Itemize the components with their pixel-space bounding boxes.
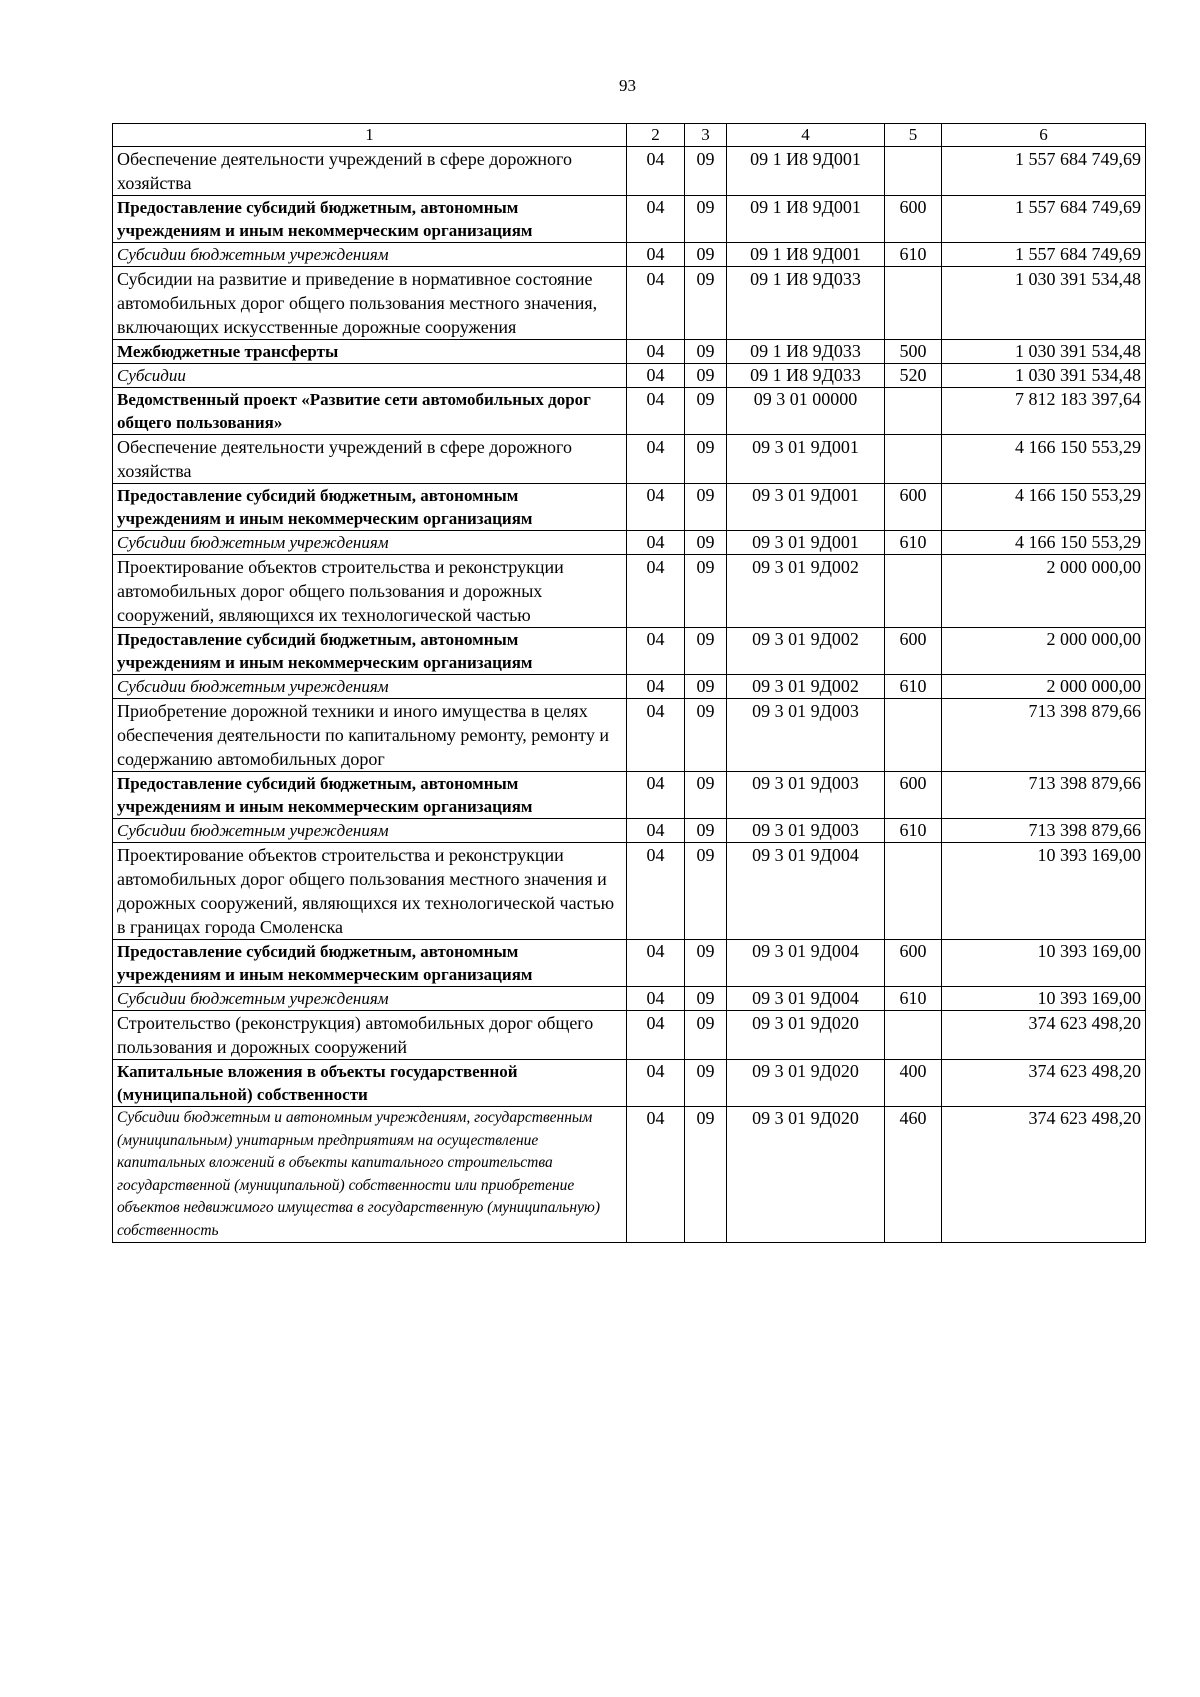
row-name: Предоставление субсидий бюджетным, автономным учреждениям и иным некоммерческим организациям [113,772,627,819]
row-amount: 1 557 684 749,69 [942,243,1146,267]
row-amount: 2 000 000,00 [942,628,1146,675]
row-section: 04 [627,1107,685,1243]
row-expense-type: 610 [885,675,942,699]
row-subsection: 09 [685,555,727,628]
row-name: Субсидии на развитие и приведение в нормативное состояние автомобильных дорог общего пользования местного значения, включающих искусственные дорожные сооружения [113,267,627,340]
row-section: 04 [627,196,685,243]
row-subsection: 09 [685,364,727,388]
row-subsection: 09 [685,940,727,987]
row-amount: 4 166 150 553,29 [942,435,1146,484]
row-name: Предоставление субсидий бюджетным, автономным учреждениям и иным некоммерческим организациям [113,196,627,243]
row-target-code: 09 3 01 9Д003 [727,699,885,772]
row-name: Субсидии бюджетным и автономным учреждениям, государственным (муниципальным) унитарным предприятиям на осуществление капитальных вложений в объекты капитального строительства государственной (муниципальной) собственности или приобретение объектов недвижимого имущества в государственную (муниципальную) собственность [113,1107,627,1243]
row-subsection: 09 [685,1011,727,1060]
header-col-3: 3 [685,124,727,147]
row-name: Субсидии бюджетным учреждениям [113,531,627,555]
row-subsection: 09 [685,819,727,843]
row-expense-type: 610 [885,243,942,267]
row-amount: 1 030 391 534,48 [942,267,1146,340]
row-name: Капитальные вложения в объекты государственной (муниципальной) собственности [113,1060,627,1107]
table-row [113,1107,1146,1243]
row-subsection: 09 [685,1107,727,1243]
row-amount: 4 166 150 553,29 [942,531,1146,555]
row-target-code: 09 3 01 9Д004 [727,843,885,940]
row-name: Проектирование объектов строительства и реконструкции автомобильных дорог общего пользования и дорожных сооружений, являющихся их технологической частью [113,555,627,628]
row-target-code: 09 3 01 9Д001 [727,484,885,531]
row-section: 04 [627,147,685,196]
row-name: Строительство (реконструкция) автомобильных дорог общего пользования и дорожных сооружений [113,1011,627,1060]
table-row [113,843,1146,940]
row-amount: 713 398 879,66 [942,699,1146,772]
page-number: 93 [619,76,636,95]
row-name: Обеспечение деятельности учреждений в сфере дорожного хозяйства [113,435,627,484]
row-subsection: 09 [685,147,727,196]
row-target-code: 09 3 01 9Д020 [727,1060,885,1107]
header-col-4: 4 [727,124,885,147]
row-name: Проектирование объектов строительства и реконструкции автомобильных дорог общего пользования местного значения и дорожных сооружений, являющихся их технологической частью в границах города Смоленска [113,843,627,940]
row-target-code: 09 1 И8 9Д001 [727,147,885,196]
row-name: Субсидии бюджетным учреждениям [113,243,627,267]
row-name: Предоставление субсидий бюджетным, автономным учреждениям и иным некоммерческим организациям [113,484,627,531]
row-section: 04 [627,1011,685,1060]
row-subsection: 09 [685,675,727,699]
row-expense-type: 460 [885,1107,942,1243]
row-expense-type: 600 [885,484,942,531]
row-subsection: 09 [685,388,727,435]
header-row [113,124,1146,147]
row-subsection: 09 [685,484,727,531]
table-row [113,628,1146,675]
row-section: 04 [627,819,685,843]
row-amount: 10 393 169,00 [942,843,1146,940]
header-col-1: 1 [113,124,627,147]
header-col-6: 6 [942,124,1146,147]
row-section: 04 [627,555,685,628]
row-expense-type [885,1011,942,1060]
budget-table [112,123,1146,1243]
row-name: Предоставление субсидий бюджетным, автономным учреждениям и иным некоммерческим организациям [113,940,627,987]
row-expense-type: 600 [885,196,942,243]
row-subsection: 09 [685,699,727,772]
row-expense-type [885,147,942,196]
row-section: 04 [627,531,685,555]
table-row [113,772,1146,819]
row-section: 04 [627,243,685,267]
row-name: Субсидии бюджетным учреждениям [113,987,627,1011]
row-subsection: 09 [685,435,727,484]
row-name: Предоставление субсидий бюджетным, автономным учреждениям и иным некоммерческим организациям [113,628,627,675]
row-amount: 10 393 169,00 [942,940,1146,987]
row-section: 04 [627,340,685,364]
row-amount: 1 557 684 749,69 [942,196,1146,243]
row-subsection: 09 [685,267,727,340]
row-name: Субсидии бюджетным учреждениям [113,675,627,699]
row-expense-type [885,435,942,484]
row-section: 04 [627,388,685,435]
row-section: 04 [627,1060,685,1107]
row-expense-type [885,388,942,435]
table-row [113,555,1146,628]
row-subsection: 09 [685,531,727,555]
row-section: 04 [627,267,685,340]
header-col-2: 2 [627,124,685,147]
row-target-code: 09 3 01 9Д002 [727,555,885,628]
row-amount: 4 166 150 553,29 [942,484,1146,531]
row-amount: 2 000 000,00 [942,555,1146,628]
row-expense-type [885,267,942,340]
table-row [113,267,1146,340]
table-row [113,987,1146,1011]
row-section: 04 [627,940,685,987]
row-name: Ведомственный проект «Развитие сети автомобильных дорог общего пользования» [113,388,627,435]
row-subsection: 09 [685,1060,727,1107]
row-expense-type: 610 [885,819,942,843]
row-amount: 1 557 684 749,69 [942,147,1146,196]
row-target-code: 09 3 01 9Д004 [727,987,885,1011]
header-col-5: 5 [885,124,942,147]
row-target-code: 09 1 И8 9Д033 [727,340,885,364]
table-row [113,243,1146,267]
row-subsection: 09 [685,843,727,940]
row-amount: 713 398 879,66 [942,772,1146,819]
row-expense-type [885,843,942,940]
table-row [113,819,1146,843]
row-amount: 2 000 000,00 [942,675,1146,699]
table-row [113,940,1146,987]
row-amount: 374 623 498,20 [942,1107,1146,1243]
row-expense-type: 600 [885,628,942,675]
table-row [113,675,1146,699]
row-name: Межбюджетные трансферты [113,340,627,364]
row-target-code: 09 3 01 9Д020 [727,1011,885,1060]
table-row [113,196,1146,243]
row-name: Субсидии [113,364,627,388]
row-subsection: 09 [685,772,727,819]
row-target-code: 09 3 01 00000 [727,388,885,435]
row-amount: 374 623 498,20 [942,1011,1146,1060]
table-row [113,1060,1146,1107]
row-section: 04 [627,484,685,531]
row-name: Обеспечение деятельности учреждений в сфере дорожного хозяйства [113,147,627,196]
row-section: 04 [627,987,685,1011]
row-target-code: 09 3 01 9Д002 [727,675,885,699]
row-amount: 1 030 391 534,48 [942,364,1146,388]
row-expense-type: 500 [885,340,942,364]
row-section: 04 [627,772,685,819]
table-row [113,1011,1146,1060]
row-amount: 374 623 498,20 [942,1060,1146,1107]
table-row [113,531,1146,555]
row-target-code: 09 3 01 9Д001 [727,435,885,484]
row-amount: 1 030 391 534,48 [942,340,1146,364]
table-row [113,435,1146,484]
row-subsection: 09 [685,243,727,267]
table-row [113,388,1146,435]
row-subsection: 09 [685,628,727,675]
table-row [113,364,1146,388]
table-row [113,340,1146,364]
row-target-code: 09 1 И8 9Д033 [727,267,885,340]
table-row [113,484,1146,531]
row-target-code: 09 1 И8 9Д001 [727,243,885,267]
row-amount: 713 398 879,66 [942,819,1146,843]
row-target-code: 09 3 01 9Д003 [727,819,885,843]
row-subsection: 09 [685,196,727,243]
row-expense-type [885,555,942,628]
row-section: 04 [627,843,685,940]
row-expense-type: 520 [885,364,942,388]
table-body [113,147,1146,1243]
row-target-code: 09 3 01 9Д001 [727,531,885,555]
row-amount: 7 812 183 397,64 [942,388,1146,435]
row-expense-type: 610 [885,987,942,1011]
row-section: 04 [627,628,685,675]
row-section: 04 [627,364,685,388]
row-section: 04 [627,675,685,699]
row-target-code: 09 3 01 9Д003 [727,772,885,819]
row-target-code: 09 3 01 9Д002 [727,628,885,675]
row-expense-type: 600 [885,940,942,987]
row-expense-type [885,699,942,772]
table-row [113,147,1146,196]
table-row [113,699,1146,772]
row-target-code: 09 3 01 9Д020 [727,1107,885,1243]
row-target-code: 09 1 И8 9Д001 [727,196,885,243]
row-section: 04 [627,699,685,772]
row-expense-type: 610 [885,531,942,555]
row-target-code: 09 1 И8 9Д033 [727,364,885,388]
row-expense-type: 600 [885,772,942,819]
row-subsection: 09 [685,987,727,1011]
row-expense-type: 400 [885,1060,942,1107]
row-section: 04 [627,435,685,484]
row-target-code: 09 3 01 9Д004 [727,940,885,987]
row-subsection: 09 [685,340,727,364]
row-amount: 10 393 169,00 [942,987,1146,1011]
row-name: Субсидии бюджетным учреждениям [113,819,627,843]
row-name: Приобретение дорожной техники и иного имущества в целях обеспечения деятельности по капитальному ремонту, ремонту и содержанию автомобильных дорог [113,699,627,772]
